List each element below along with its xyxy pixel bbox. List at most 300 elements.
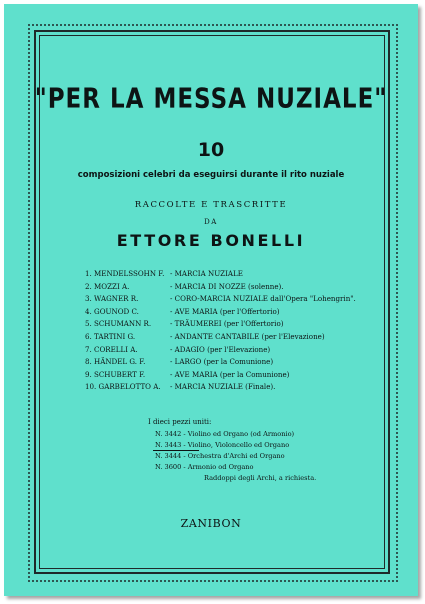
border-dot	[104, 24, 106, 26]
border-dot	[320, 580, 322, 582]
border-dot	[40, 580, 42, 582]
border-dot	[60, 580, 62, 582]
border-dot	[396, 572, 398, 574]
border-dot	[68, 24, 70, 26]
border-dot	[196, 24, 198, 26]
border-dot	[396, 488, 398, 490]
border-dot	[300, 580, 302, 582]
composer: 3. WAGNER R.	[85, 294, 139, 304]
border-dot	[28, 512, 30, 514]
border-dot	[396, 412, 398, 414]
border-dot	[396, 40, 398, 42]
border-dot	[84, 580, 86, 582]
border-dot	[164, 24, 166, 26]
border-dot	[292, 24, 294, 26]
border-dot	[396, 60, 398, 62]
composer: 10. GARBELOTTO A.	[85, 382, 161, 392]
border-dot	[296, 580, 298, 582]
border-dot	[28, 424, 30, 426]
border-dot	[28, 288, 30, 290]
edition-item: N. 3444 - Orchestra d'Archi ed Organo	[155, 452, 285, 460]
work-title: - LARGO (per la Comunione)	[170, 357, 274, 367]
border-dot	[80, 580, 82, 582]
border-dot	[32, 24, 34, 26]
border-dot	[28, 252, 30, 254]
border-dot	[28, 280, 30, 282]
border-dot	[396, 120, 398, 122]
border-dot	[28, 540, 30, 542]
border-dot	[284, 580, 286, 582]
border-dot	[396, 464, 398, 466]
border-dot	[28, 440, 30, 442]
composer: 5. SCHUMANN R.	[85, 319, 152, 329]
border-dot	[396, 52, 398, 54]
border-dot	[28, 408, 30, 410]
border-dot	[28, 316, 30, 318]
border-dot	[280, 24, 282, 26]
border-dot	[396, 116, 398, 118]
border-dot	[248, 24, 250, 26]
border-dot	[28, 420, 30, 422]
border-dot	[396, 456, 398, 458]
border-dot	[28, 412, 30, 414]
list-item	[85, 269, 405, 282]
border-dot	[28, 76, 30, 78]
border-dot	[28, 376, 30, 378]
border-dot	[64, 580, 66, 582]
border-dot	[208, 24, 210, 26]
border-dot	[356, 24, 358, 26]
border-dot	[236, 580, 238, 582]
border-dot	[396, 480, 398, 482]
border-dot	[28, 328, 30, 330]
border-dot	[28, 340, 30, 342]
border-dot	[240, 24, 242, 26]
list-item	[85, 332, 405, 345]
border-dot	[28, 580, 30, 582]
border-dot	[52, 580, 54, 582]
border-dot	[28, 348, 30, 350]
border-dot	[28, 64, 30, 66]
border-dot	[28, 444, 30, 446]
border-dot	[232, 580, 234, 582]
border-dot	[116, 24, 118, 26]
border-dot	[60, 24, 62, 26]
border-dot	[28, 264, 30, 266]
border-dot	[28, 484, 30, 486]
work-title: - CORO-MARCIA NUZIALE dall'Opera "Lohengrin".	[170, 294, 356, 304]
border-dot	[28, 60, 30, 62]
main-title: "PER LA MESSA NUZIALE"	[34, 83, 388, 115]
border-dot	[28, 532, 30, 534]
border-dot	[100, 580, 102, 582]
border-dot	[28, 496, 30, 498]
border-dot	[328, 580, 330, 582]
border-dot	[276, 24, 278, 26]
border-dot	[324, 580, 326, 582]
border-dot	[316, 24, 318, 26]
border-dot	[28, 396, 30, 398]
border-dot	[236, 24, 238, 26]
border-dot	[352, 580, 354, 582]
border-dot	[52, 24, 54, 26]
border-dot	[172, 24, 174, 26]
border-dot	[268, 24, 270, 26]
border-dot	[28, 508, 30, 510]
composer: 1. MENDELSSOHN F.	[85, 269, 165, 278]
border-dot	[28, 300, 30, 302]
edition-item: N. 3600 - Armonio od Organo	[155, 463, 254, 471]
work-title: - ANDANTE CANTABILE (per l'Elevazione)	[170, 331, 325, 341]
edition-underline	[153, 450, 199, 451]
border-dot	[396, 556, 398, 558]
border-dot	[380, 24, 382, 26]
list-item	[85, 345, 405, 358]
border-dot	[36, 24, 38, 26]
border-dot	[208, 580, 210, 582]
border-dot	[108, 24, 110, 26]
border-dot	[396, 188, 398, 190]
border-dot	[396, 564, 398, 566]
border-dot	[28, 388, 30, 390]
border-dot	[396, 440, 398, 442]
border-dot	[360, 24, 362, 26]
border-dot	[68, 580, 70, 582]
edition-item: N. 3442 - Violino ed Organo (od Armonio)	[155, 430, 295, 438]
border-dot	[116, 580, 118, 582]
border-dot	[288, 24, 290, 26]
border-dot	[372, 580, 374, 582]
border-dot	[28, 228, 30, 230]
border-dot	[28, 416, 30, 418]
border-dot	[192, 580, 194, 582]
collected-label: RACCOLTE E TRASCRITTE	[134, 200, 288, 210]
border-dot	[396, 580, 398, 582]
border-dot	[396, 496, 398, 498]
border-dot	[28, 52, 30, 54]
border-dot	[396, 548, 398, 550]
border-dot	[28, 436, 30, 438]
border-dot	[396, 416, 398, 418]
work-title: - MARCIA NUZIALE (Finale).	[170, 382, 276, 392]
border-dot	[320, 24, 322, 26]
border-dot	[268, 580, 270, 582]
border-dot	[348, 580, 350, 582]
border-dot	[396, 428, 398, 430]
border-dot	[228, 24, 230, 26]
border-dot	[336, 580, 338, 582]
border-dot	[28, 556, 30, 558]
border-dot	[140, 24, 142, 26]
border-dot	[192, 24, 194, 26]
border-dot	[28, 364, 30, 366]
border-dot	[28, 56, 30, 58]
border-dot	[384, 24, 386, 26]
border-dot	[28, 320, 30, 322]
border-dot	[28, 36, 30, 38]
list-item	[85, 307, 405, 320]
border-dot	[28, 536, 30, 538]
border-dot	[396, 500, 398, 502]
border-dot	[396, 44, 398, 46]
list-item	[85, 319, 405, 332]
border-dot	[184, 580, 186, 582]
border-dot	[112, 580, 114, 582]
border-dot	[28, 432, 30, 434]
border-dot	[396, 568, 398, 570]
work-title: - MARCIA DI NOZZE (solenne).	[170, 281, 284, 291]
border-dot	[396, 508, 398, 510]
border-dot	[256, 580, 258, 582]
work-title: - TRÄUMEREI (per l'Offertorio)	[170, 319, 284, 329]
border-dot	[132, 580, 134, 582]
border-dot	[120, 24, 122, 26]
border-dot	[396, 64, 398, 66]
border-dot	[396, 36, 398, 38]
border-dot	[388, 24, 390, 26]
border-dot	[396, 48, 398, 50]
border-dot	[396, 404, 398, 406]
border-dot	[332, 580, 334, 582]
border-dot	[340, 24, 342, 26]
border-dot	[76, 24, 78, 26]
border-dot	[164, 580, 166, 582]
border-dot	[104, 580, 106, 582]
border-dot	[396, 444, 398, 446]
border-dot	[132, 24, 134, 26]
border-dot	[332, 24, 334, 26]
border-dot	[336, 24, 338, 26]
border-dot	[28, 72, 30, 74]
border-dot	[220, 580, 222, 582]
pieces-list	[85, 269, 405, 395]
border-dot	[144, 24, 146, 26]
border-dot	[28, 460, 30, 462]
border-dot	[340, 580, 342, 582]
border-dot	[28, 296, 30, 298]
border-dot	[28, 492, 30, 494]
border-dot	[396, 180, 398, 182]
border-dot	[56, 580, 58, 582]
border-dot	[396, 504, 398, 506]
border-dot	[396, 476, 398, 478]
by-label: DA	[204, 218, 218, 226]
border-dot	[396, 400, 398, 402]
work-title: - MARCIA NUZIALE	[170, 269, 243, 278]
composer: 7. CORELLI A.	[85, 344, 138, 354]
border-dot	[136, 580, 138, 582]
border-dot	[28, 164, 30, 166]
border-dot	[28, 80, 30, 82]
border-dot	[200, 24, 202, 26]
border-dot	[28, 572, 30, 574]
border-dot	[220, 24, 222, 26]
border-dot	[136, 24, 138, 26]
border-dot	[28, 68, 30, 70]
border-dot	[264, 580, 266, 582]
border-dot	[28, 500, 30, 502]
piece-count: 10	[197, 139, 225, 161]
border-dot	[108, 580, 110, 582]
border-dot	[396, 424, 398, 426]
border-dot	[396, 492, 398, 494]
border-dot	[28, 392, 30, 394]
border-dot	[28, 212, 30, 214]
border-dot	[160, 24, 162, 26]
border-dot	[316, 580, 318, 582]
border-dot	[92, 24, 94, 26]
border-dot	[84, 24, 86, 26]
border-dot	[44, 580, 46, 582]
border-dot	[396, 472, 398, 474]
border-dot	[360, 580, 362, 582]
border-dot	[396, 452, 398, 454]
border-dot	[396, 228, 398, 230]
border-dot	[396, 132, 398, 134]
border-dot	[252, 24, 254, 26]
border-dot	[184, 24, 186, 26]
border-dot	[28, 256, 30, 258]
border-dot	[388, 580, 390, 582]
border-dot	[28, 292, 30, 294]
border-dot	[28, 404, 30, 406]
composer: 8. HÄNDEL G. F.	[85, 357, 146, 367]
border-dot	[28, 576, 30, 578]
border-dot	[396, 532, 398, 534]
border-dot	[28, 480, 30, 482]
border-dot	[28, 40, 30, 42]
border-dot	[48, 580, 50, 582]
edition-note: Raddoppi degli Archi, a richiesta.	[204, 474, 317, 482]
border-dot	[396, 468, 398, 470]
border-dot	[304, 24, 306, 26]
border-dot	[28, 28, 30, 30]
border-dot	[28, 560, 30, 562]
border-dot	[28, 544, 30, 546]
border-dot	[152, 24, 154, 26]
border-dot	[28, 324, 30, 326]
border-dot	[396, 552, 398, 554]
border-dot	[28, 368, 30, 370]
border-dot	[248, 580, 250, 582]
border-dot	[28, 312, 30, 314]
editions-heading: I dieci pezzi uniti:	[148, 418, 212, 426]
border-dot	[212, 580, 214, 582]
list-item	[85, 370, 405, 383]
border-dot	[396, 460, 398, 462]
border-dot	[260, 580, 262, 582]
border-dot	[352, 24, 354, 26]
border-dot	[396, 72, 398, 74]
border-dot	[28, 44, 30, 46]
border-dot	[28, 124, 30, 126]
border-dot	[28, 384, 30, 386]
border-dot	[396, 196, 398, 198]
border-dot	[368, 580, 370, 582]
border-dot	[96, 24, 98, 26]
border-dot	[180, 580, 182, 582]
border-dot	[396, 128, 398, 130]
border-dot	[396, 512, 398, 514]
border-dot	[44, 24, 46, 26]
border-dot	[28, 472, 30, 474]
border-dot	[28, 336, 30, 338]
border-dot	[244, 24, 246, 26]
border-dot	[176, 24, 178, 26]
border-dot	[28, 116, 30, 118]
border-dot	[396, 432, 398, 434]
border-dot	[76, 580, 78, 582]
border-dot	[292, 580, 294, 582]
border-dot	[28, 136, 30, 138]
border-dot	[280, 580, 282, 582]
border-dot	[148, 24, 150, 26]
border-dot	[28, 24, 30, 26]
border-dot	[168, 580, 170, 582]
border-dot	[72, 580, 74, 582]
border-dot	[28, 352, 30, 354]
border-dot	[160, 580, 162, 582]
border-dot	[124, 580, 126, 582]
score-cover	[4, 4, 418, 596]
border-dot	[112, 24, 114, 26]
border-dot	[28, 380, 30, 382]
border-dot	[128, 24, 130, 26]
border-dot	[396, 136, 398, 138]
border-dot	[28, 192, 30, 194]
list-item	[85, 294, 405, 307]
border-dot	[128, 580, 130, 582]
border-dot	[28, 488, 30, 490]
border-dot	[296, 24, 298, 26]
border-dot	[384, 580, 386, 582]
border-dot	[396, 252, 398, 254]
border-dot	[64, 24, 66, 26]
border-dot	[300, 24, 302, 26]
border-dot	[28, 448, 30, 450]
publisher-name: ZANIBON	[180, 517, 242, 530]
border-dot	[396, 264, 398, 266]
border-dot	[28, 308, 30, 310]
border-dot	[28, 272, 30, 274]
border-dot	[168, 24, 170, 26]
border-dot	[200, 580, 202, 582]
border-dot	[28, 360, 30, 362]
border-dot	[272, 580, 274, 582]
border-dot	[396, 536, 398, 538]
border-dot	[88, 580, 90, 582]
border-dot	[204, 24, 206, 26]
border-dot	[396, 124, 398, 126]
border-dot	[148, 580, 150, 582]
border-dot	[96, 580, 98, 582]
border-dot	[28, 344, 30, 346]
border-dot	[156, 24, 158, 26]
border-dot	[32, 580, 34, 582]
border-dot	[48, 24, 50, 26]
border-dot	[396, 544, 398, 546]
border-dot	[28, 268, 30, 270]
border-dot	[28, 132, 30, 134]
border-dot	[368, 24, 370, 26]
edition-item: N. 3443 - Violino, Violoncello ed Organo	[155, 441, 290, 449]
border-dot	[88, 24, 90, 26]
border-dot	[28, 180, 30, 182]
list-item	[85, 382, 405, 395]
border-dot	[364, 580, 366, 582]
border-dot	[396, 184, 398, 186]
border-dot	[144, 580, 146, 582]
